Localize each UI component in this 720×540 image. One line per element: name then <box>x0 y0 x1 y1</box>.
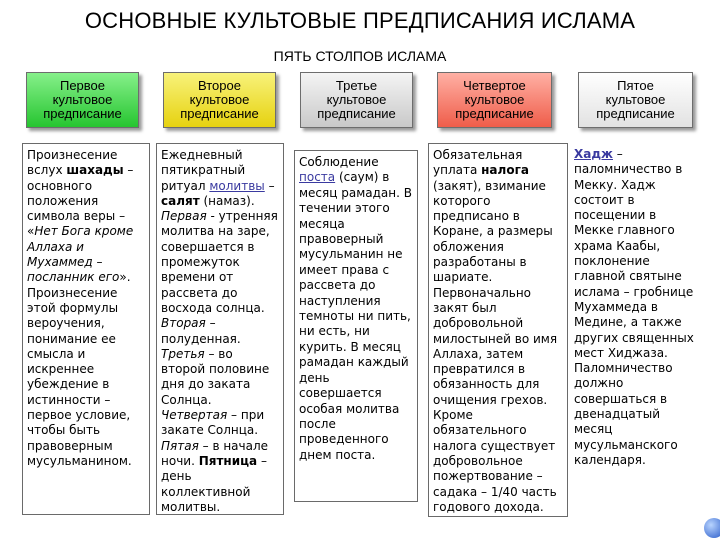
header-label: Второе культовое предписание <box>180 78 259 121</box>
fast-link[interactable]: поста <box>299 170 336 185</box>
prayer-link[interactable]: молитвы <box>209 178 265 193</box>
page-title: ОСНОВНЫЕ КУЛЬТОВЫЕ ПРЕДПИСАНИЯ ИСЛАМА <box>84 8 636 33</box>
header-fifth-pillar <box>578 72 693 128</box>
header-second-pillar <box>163 72 276 128</box>
header-label: Пятое культовое предписание <box>596 78 675 121</box>
fourth-pillar-text <box>428 143 568 517</box>
text-run: – <box>264 178 275 193</box>
text-run: – в начале ночи. <box>161 438 269 468</box>
hajj-link[interactable]: Хадж <box>574 147 613 161</box>
tax-term: налога <box>481 163 529 178</box>
third-pillar-text <box>294 150 418 502</box>
header-label: Третье культовое предписание <box>317 78 396 121</box>
prayer-fourth: Четвертая <box>161 408 228 423</box>
text-run: Обязательная уплата <box>433 148 523 178</box>
text-run: – полуденная. <box>161 316 241 346</box>
text-run: – во второй половине дня до заката Солнца. <box>161 346 270 407</box>
text-run: Ежедневный пятикратный ритуал <box>161 148 246 193</box>
header-third-pillar <box>300 72 413 128</box>
text-run: (закят), взимание которого предписано в Коране, а размеры обложения разработаны в шариате. Первоначально закят был добровольной милостыней во имя Аллаха, затем превратился в обязанность для очищения грехов. Кроме обязательного налога существует добровольное пожертвование – садака – 1/40 часть годового дохода. <box>433 178 558 514</box>
text-run: Произнесение вслух <box>27 148 118 178</box>
prayer-first: Первая <box>161 209 207 224</box>
text-run: Соблюдение <box>299 155 379 169</box>
first-pillar-text <box>22 143 150 515</box>
next-page-icon[interactable] <box>704 518 720 538</box>
prayer-third: Третья <box>161 346 205 361</box>
header-label: Четвертое культовое предписание <box>455 78 534 121</box>
text-run: – основного положения символа веры – « <box>27 163 134 239</box>
text-run: – паломничество в Мекку. Хадж состоит в посещении в Мекке главного храма Каабы, поклонение главной святыне ислама – гробнице Мухаммеда в Медине, а также других священных мест Хиджаза. Паломничество должно совершаться в двенадцатый месяц мусульманского календаря. <box>574 147 694 467</box>
text-run: (намаз). <box>199 193 255 208</box>
second-pillar-text <box>156 143 284 515</box>
header-label: Первое культовое предписание <box>43 78 122 121</box>
shahada-term: шахады <box>66 163 124 178</box>
friday-term: Пятница <box>198 453 258 468</box>
prayer-fifth: Пятая <box>161 438 199 453</box>
text-run: (саум) в месяц рамадан. В течении этого месяца правоверный мусульманин не имеет права с рассвета до наступления темноты ни пить, ни есть, ни курить. В месяц рамадан каждый день совершается особая молитва после проведенного днем поста. <box>299 170 412 462</box>
header-first-pillar <box>26 72 139 128</box>
fifth-pillar-text <box>571 143 701 515</box>
page-subtitle: ПЯТЬ СТОЛПОВ ИСЛАМА <box>273 48 447 64</box>
text-run: ». Произнесение этой формулы вероучения, понимание ее смысла и искреннее убеждение в истинности – первое условие, чтобы быть правоверным мусульманином. <box>27 270 132 468</box>
text-run: - утренняя молитва на заре, совершается в промежуток времени от рассвета до восхода солнца. <box>161 209 278 315</box>
shahada-formula: Нет Бога кроме Аллаха и Мухаммед – посланник его <box>27 224 134 285</box>
text-run: – при закате Солнца. <box>161 408 265 438</box>
prayer-second: Вторая <box>161 316 206 331</box>
text-run: – день коллективной молитвы. <box>161 453 267 514</box>
header-fourth-pillar <box>437 72 552 128</box>
salat-term: салят <box>161 193 200 208</box>
